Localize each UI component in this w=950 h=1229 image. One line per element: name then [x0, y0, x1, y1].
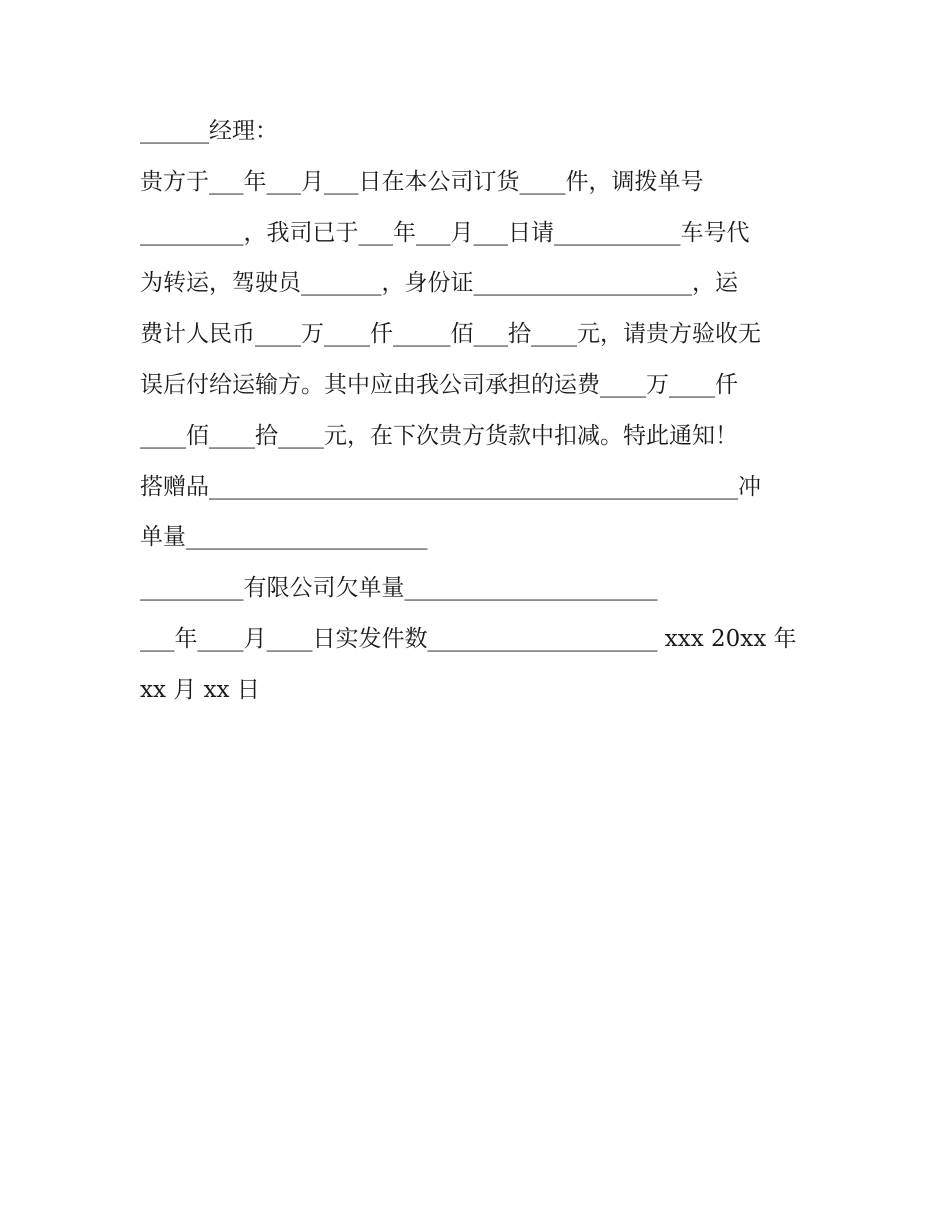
greeting-line: ______经理： — [140, 118, 278, 144]
body-line-5: 误后付给运输方。其中应由我公司承担的运费____万____仟 — [140, 371, 738, 398]
date-line: xx 月 xx 日 — [140, 676, 260, 703]
shipped-count-line: ___年____月____日实发件数____________________ xxx 20xx 年 — [140, 625, 797, 652]
company-owed-line: _________有限公司欠单量______________________ — [140, 575, 658, 602]
offset-quantity-line: 单量_____________________ — [140, 524, 428, 551]
notice-body — [140, 106, 810, 716]
body-line-3: 为转运，驾驶员_______，身份证___________________，运 — [140, 270, 738, 297]
body-line-2: _________，我司已于___年___月___日请___________车号代 — [140, 219, 750, 246]
body-line-4: 费计人民币____万____仟_____佰___拾____元，请贵方验收无 — [140, 321, 761, 348]
gift-line: 搭赠品______________________________________________冲 — [140, 473, 761, 500]
body-line-6: ____佰____拾____元，在下次贵方货款中扣减。特此通知！ — [140, 422, 738, 449]
body-line-1: 贵方于___年___月___日在本公司订货____件，调拨单号 — [140, 168, 704, 195]
